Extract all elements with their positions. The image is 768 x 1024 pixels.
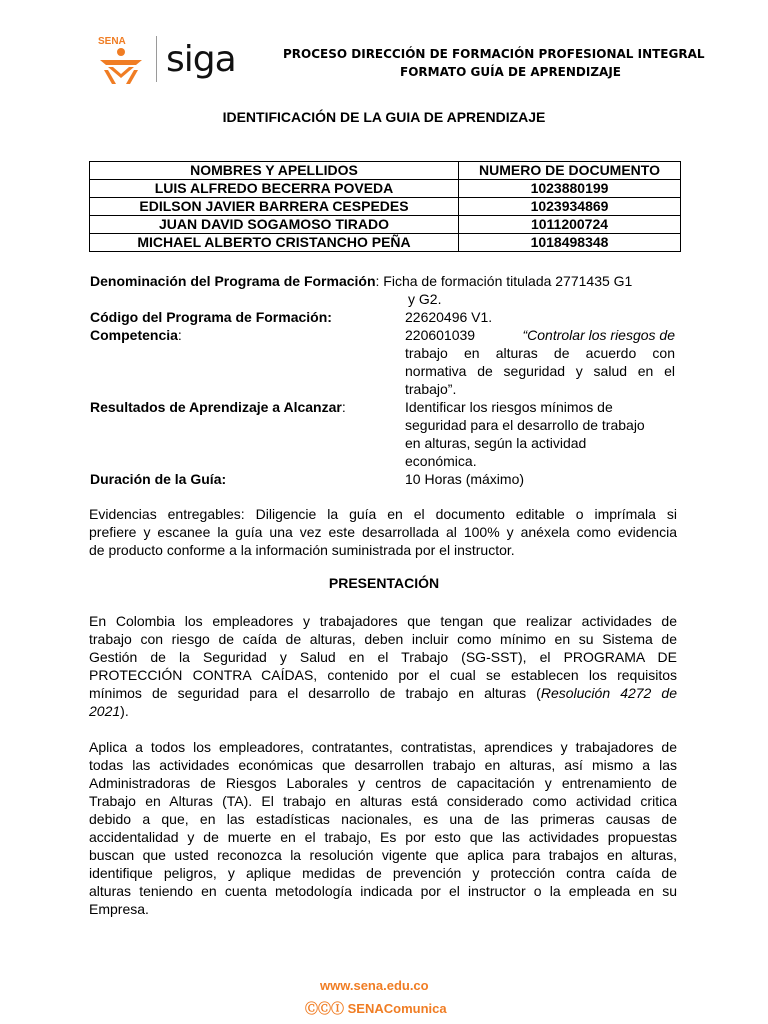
- presentacion-paragraph-2: Aplica a todos los empleadores, contratantes, contratistas, aprendices y trabajadores de todas las actividades económicas que desarrollen trabajo en alturas, así mismo a las Administradoras de Riesgos Laborales y centros de capacitación y entrenamiento de Trabajo en Alturas (TA). El trabajo en alturas está considerado como actividad critica debido a que, en las estadísticas nacionales, es una de las primeras causas de accidentalidad y de muerte en el trabajo, Es por esto que las actividades propuestas buscan que usted reconozca la resolución vigente que aplica para trabajos en alturas, identifique peligros, y aplique medidas de prevención y protección contra caída de alturas teniendo en cuenta metodología indicada por el instructor o la empleada en su Empresa.: [89, 739, 677, 917]
- table-row: [90, 198, 681, 216]
- sena-logo: [96, 34, 146, 86]
- siga-logo: siga: [166, 39, 236, 80]
- col-header-document: NUMERO DE DOCUMENTO: [459, 162, 681, 180]
- presentacion-title: PRESENTACIÓN: [328, 575, 440, 591]
- col-header-names: NOMBRES Y APELLIDOS: [90, 162, 459, 180]
- presentacion-paragraph-1: En Colombia los empleadores y trabajadores que tengan que realizar actividades de trabajo con riesgo de caída de alturas, deben incluir como mínimo en su Sistema de Gestión de la Seguridad y Salud en el Trabajo (SG-SST), el PROGRAMA DE PROTECCIÓN CONTRA CAÍDAS, contenido por el cual se establecen los requisitos mínimos de seguridad para el desarrollo de trabajo en alturas (Resolución 4272 de 2021).: [89, 613, 677, 719]
- social-icons: ⒸⒸⒾ: [305, 1001, 345, 1016]
- competencia-value: 220601039 “Controlar los riesgos de trabajo en alturas de acuerdo con normativa de seguridad y salud en el trabajo”.: [405, 327, 675, 397]
- footer-social[interactable]: [305, 998, 447, 1017]
- cell-document: 1018498348: [459, 234, 681, 252]
- competencia-label: Competencia:: [90, 327, 182, 343]
- programa-value-line2: y G2.: [408, 291, 442, 307]
- cell-name: LUIS ALFREDO BECERRA POVEDA: [90, 180, 459, 198]
- cell-name: JUAN DAVID SOGAMOSO TIRADO: [90, 216, 459, 234]
- resultados-label: Resultados de Aprendizaje a Alcanzar:: [90, 399, 346, 415]
- logo-divider: [156, 36, 157, 82]
- cell-document: 1023934869: [459, 198, 681, 216]
- codigo-label: Código del Programa de Formación:: [90, 309, 332, 325]
- table-header-row: [90, 162, 681, 180]
- cell-name: MICHAEL ALBERTO CRISTANCHO PEÑA: [90, 234, 459, 252]
- cell-document: 1023880199: [459, 180, 681, 198]
- codigo-value: 22620496 V1.: [405, 309, 493, 325]
- evidencias-paragraph: Evidencias entregables: Diligencie la guía en el documento editable o imprímala si prefiere y escanee la guía una vez este desarrollada al 100% y anéxela como evidencia de producto conforme a la información suministrada por el instructor.: [89, 506, 677, 558]
- svg-text:SENA: SENA: [98, 36, 126, 47]
- footer-url[interactable]: www.sena.edu.co: [320, 978, 429, 993]
- programa-label: Denominación del Programa de Formación: Ficha de formación titulada 2771435 G1: [90, 273, 633, 289]
- footer-social-handle: SENAComunica: [347, 1001, 447, 1016]
- table-row: [90, 216, 681, 234]
- resultados-value: Identificar los riesgos mínimos de seguridad para el desarrollo de trabajo en alturas, según la actividad económica.: [405, 399, 645, 469]
- programa-value-line1: Ficha de formación titulada 2771435 G1: [379, 273, 633, 289]
- table-row: [90, 180, 681, 198]
- duracion-value: 10 Horas (máximo): [405, 471, 525, 487]
- header-process: PROCESO DIRECCIÓN DE FORMACIÓN PROFESIONAL INTEGRAL: [283, 47, 705, 61]
- table-row: [90, 234, 681, 252]
- page-title: IDENTIFICACIÓN DE LA GUIA DE APRENDIZAJE: [222, 109, 546, 125]
- names-table: [89, 161, 681, 252]
- cell-document: 1011200724: [459, 216, 681, 234]
- header-format: FORMATO GUÍA DE APRENDIZAJE: [400, 65, 621, 79]
- duracion-label: Duración de la Guía:: [90, 471, 227, 487]
- cell-name: EDILSON JAVIER BARRERA CESPEDES: [90, 198, 459, 216]
